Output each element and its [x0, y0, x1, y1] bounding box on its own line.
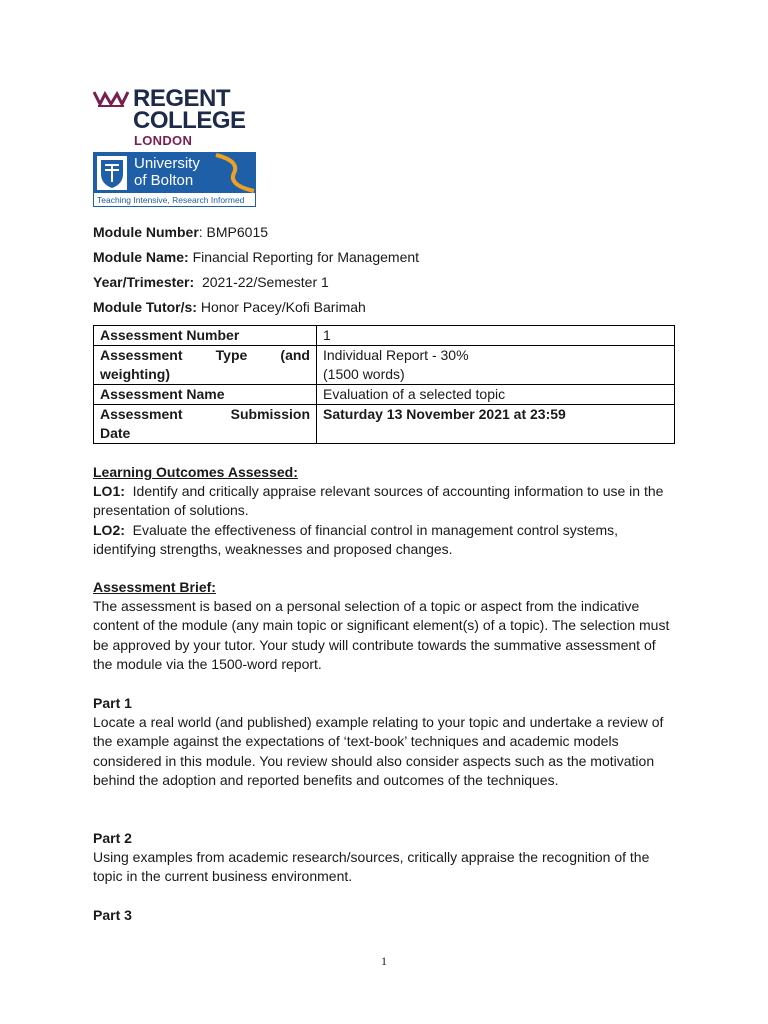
part2-heading: Part 2 [93, 830, 132, 846]
part1-section [93, 694, 673, 790]
assessment-details-table [93, 325, 675, 444]
assessment-brief-heading: Assessment Brief: [93, 579, 216, 595]
swoosh-icon [210, 153, 256, 193]
part2-text: Using examples from academic research/sources, critically appraise the recognition of the topic in the current business environment. [93, 849, 650, 885]
learning-outcomes-section [93, 463, 673, 559]
lo1-text: Identify and critically appraise relevant sources of accounting information to use in the presentation of solutions. [93, 483, 668, 519]
crest-icon [97, 156, 127, 190]
lo2-item [93, 521, 673, 559]
module-tutor-line [93, 298, 366, 317]
submission-date-value: Saturday 13 November 2021 at 23:59 [317, 405, 675, 444]
learning-outcomes-heading: Learning Outcomes Assessed: [93, 464, 298, 480]
year-trimester-line [93, 273, 329, 292]
table-row [94, 405, 675, 444]
lo2-label: LO2: [93, 521, 125, 538]
module-name-line [93, 248, 419, 267]
part1-text: Locate a real world (and published) example relating to your topic and undertake a review of the example against the expectations of ‘text-book’ techniques and academic models considered in this module. You review should also consider aspects such as the motivation behind the adoption and reported benefits and outcomes of the techniques. [93, 714, 664, 788]
part1-heading: Part 1 [93, 695, 132, 711]
module-number-value: : BMP6015 [198, 224, 269, 240]
table-row [94, 385, 675, 405]
regent-college-logo [93, 85, 246, 148]
bolton-logo-band [94, 153, 255, 193]
part3-heading: Part 3 [93, 907, 132, 923]
bolton-logo-line1: University [134, 155, 200, 172]
lo1-label: LO1: [93, 483, 125, 500]
assessment-type-label-line2: weighting) [100, 366, 170, 382]
table-row [94, 346, 675, 385]
module-number-label: Module Number [93, 224, 199, 240]
assessment-name-label: Assessment Name [94, 385, 317, 405]
submission-date-label [94, 405, 317, 444]
lo2-text: Evaluate the effectiveness of financial control in management control systems, identifying strengths, weaknesses and proposed changes. [93, 521, 622, 557]
assessment-type-label-line1: Assessment Type (and [100, 347, 310, 363]
assessment-brief-section [93, 578, 673, 674]
assessment-name-value: Evaluation of a selected topic [317, 385, 675, 405]
module-tutor-value: Honor Pacey/Kofi Barimah [196, 299, 366, 315]
part2-section [93, 829, 673, 887]
assessment-number-label: Assessment Number [94, 326, 317, 346]
year-trimester-value: 2021-22/Semester 1 [194, 274, 329, 290]
regent-logo-line2: COLLEGE [133, 107, 246, 134]
submission-date-label-line2: Date [100, 425, 131, 441]
module-number-line [93, 223, 268, 242]
part3-section [93, 906, 673, 925]
submission-date-label-line1: Assessment Submission [100, 406, 310, 422]
lo1-item [93, 482, 673, 520]
assessment-type-value [317, 346, 675, 385]
bolton-tagline: Teaching Intensive, Research Informed [97, 195, 245, 205]
module-name-label: Module Name: [93, 249, 189, 265]
assessment-brief-text: The assessment is based on a personal selection of a topic or aspect from the indicative content of the module (any main topic or significant element(s) of a topic). The selection must be approved by your tutor. Your study will contribute towards the summative assessment of the module via the 1500-word report. [93, 598, 670, 672]
assessment-type-value-line1: Individual Report - 30% [323, 347, 469, 363]
assessment-number-value: 1 [317, 326, 675, 346]
year-trimester-label: Year/Trimester: [93, 274, 195, 290]
university-of-bolton-logo [93, 152, 256, 207]
page-number: 1 [381, 954, 387, 968]
bolton-logo-line2: of Bolton [134, 172, 194, 189]
module-tutor-label: Module Tutor/s: [93, 299, 197, 315]
table-row [94, 326, 675, 346]
assessment-type-value-line2: (1500 words) [323, 366, 405, 382]
module-name-value: Financial Reporting for Management [188, 249, 420, 265]
regent-logo-line1: REGENT [133, 85, 231, 112]
regent-logo-line3: LONDON [134, 133, 193, 148]
crown-icon [93, 88, 129, 108]
assessment-type-label [94, 346, 317, 385]
